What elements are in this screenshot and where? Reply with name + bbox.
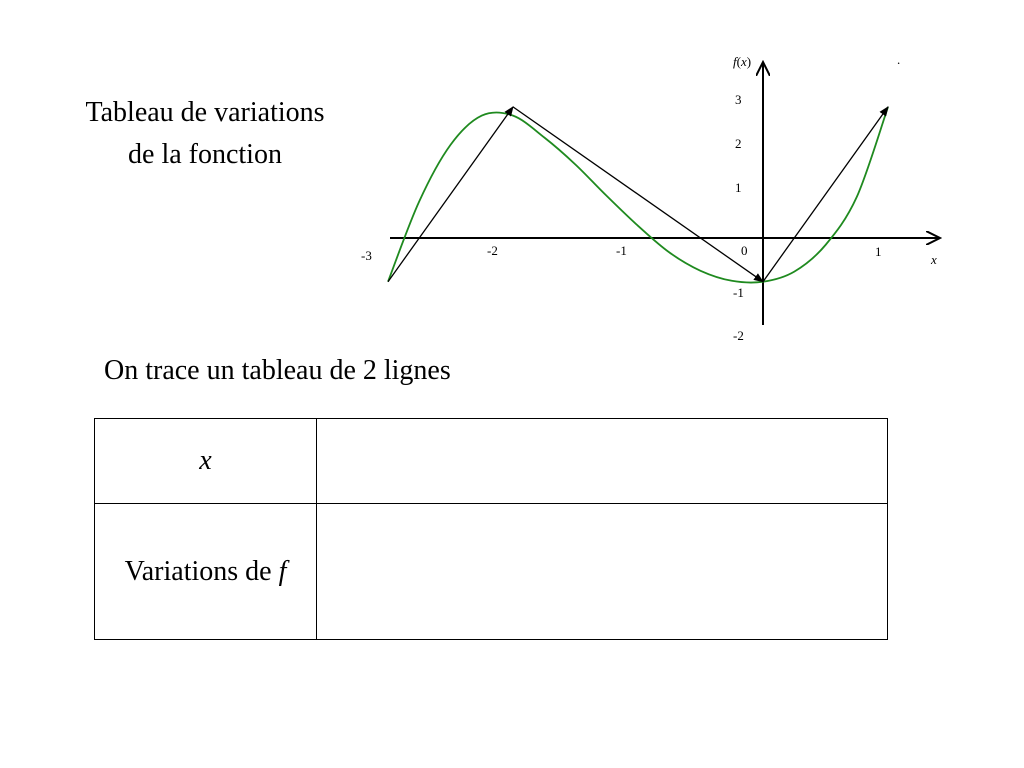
y-axis-label: f(x) [733, 54, 752, 69]
row-variations-cell [317, 504, 888, 640]
x-tick-label: -3 [361, 248, 372, 263]
title-line-1: Tableau de variations [85, 97, 325, 128]
variation-table [94, 418, 888, 640]
row-label-x: x [95, 419, 317, 504]
x-axis-label: x [931, 252, 937, 267]
x-tick-label: -2 [487, 243, 498, 258]
variation-arrow-increasing-2 [763, 107, 888, 282]
row-x-values-cell [317, 419, 888, 504]
variation-arrow-decreasing [513, 107, 763, 282]
y-tick-label: 1 [735, 180, 742, 195]
x-tick-label: -1 [616, 243, 627, 258]
y-tick-label: -1 [733, 285, 744, 300]
x-tick-label: 0 [741, 243, 748, 258]
y-tick-label: 3 [735, 92, 742, 107]
table-row-variations [95, 504, 888, 640]
y-tick-label: -2 [733, 328, 744, 343]
x-tick-label: 1 [875, 244, 882, 259]
instruction-text: On trace un tableau de 2 lignes [104, 355, 451, 386]
y-tick-label: 2 [735, 136, 742, 151]
row-label-variations: Variations de f [95, 504, 317, 640]
function-graph [0, 0, 1024, 350]
table-row-x [95, 419, 888, 504]
stray-dot: . [897, 52, 901, 67]
title-line-2: de la fonction [128, 139, 282, 170]
